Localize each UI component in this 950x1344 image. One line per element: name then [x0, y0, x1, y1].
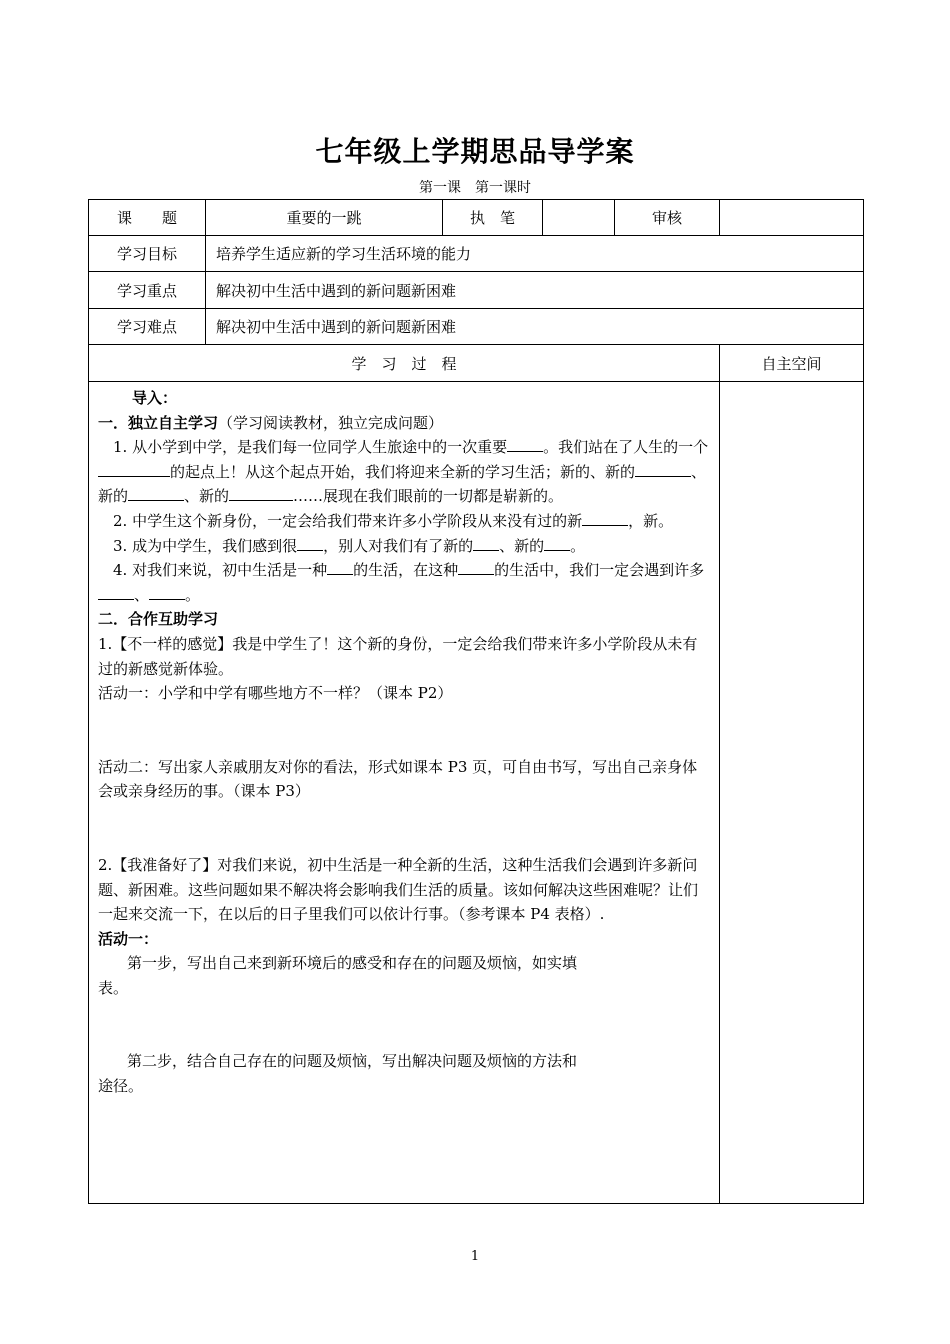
process-header: 学 习 过 程 [89, 345, 720, 382]
step-2-text: 第二步，结合自己存在的问题及烦恼，写出解决问题及烦恼的方法和 [127, 1052, 578, 1071]
author-value [543, 200, 615, 236]
difficulty-label: 学习难点 [89, 309, 206, 345]
question-4: 4. 对我们来说，初中生活是一种 的生活，在这种 的生活中，我们一定会遇到许多、 。 [98, 558, 711, 607]
page-subtitle: 第一课 第一课时 [419, 180, 531, 196]
intro-label: 导入： [132, 389, 178, 407]
review-label: 审核 [615, 200, 720, 236]
page-number: 1 [470, 1249, 480, 1264]
process-content [89, 382, 720, 1204]
goal-label: 学习目标 [89, 236, 206, 272]
part-2-text: 2.【我准备好了】对我们来说，初中生活是一种全新的生活，这种生活我们会遇到许多新问题、新困难。这些问题如果不解决将会影响我们生活的质量。该如何解决这些困难呢？让们一起来交流一下，在以后的日子里我们可以依计行事。（参考课本 P4 表格）. [98, 855, 699, 924]
self-space-area[interactable] [720, 382, 864, 1204]
step-1-continued: 表。 [98, 978, 129, 997]
focus-value: 解决初中生活中遇到的新问题新困难 [206, 272, 864, 309]
question-3: 3. 成为中学生，我们感到很 ，别人对我们有了新的 、新的 。 [113, 536, 586, 555]
part-1-text: 1.【不一样的感觉】我是中学生了！这个新的身份，一定会给我们带来许多小学阶段从未有过的新感觉新体验。 [98, 634, 698, 678]
section-two-title: 二．合作互助学习 [98, 610, 219, 629]
section-one-note: （学习阅读教材，独立完成问题） [218, 413, 444, 432]
goal-value: 培养学生适应新的学习生活环境的能力 [206, 236, 864, 272]
lesson-plan-table [88, 199, 864, 1204]
review-value [720, 200, 864, 236]
difficulty-value: 解决初中生活中遇到的新问题新困难 [206, 309, 864, 345]
self-space-header: 自主空间 [720, 345, 864, 382]
step-1-text: 第一步，写出自己来到新环境后的感受和存在的问题及烦恼，如实填 [127, 954, 578, 973]
topic-label: 课 题 [89, 200, 206, 236]
question-2: 2. 中学生这个新身份，一定会给我们带来许多小学阶段从来没有过的新 ，新。 [113, 511, 674, 530]
activity-1-text: 活动一：小学和中学有哪些地方不一样？（课本 P2） [98, 684, 453, 703]
question-1: 1. 从小学到中学，是我们每一位同学人生旅途中的一次重要 。我们站在了人生的一个的起点上！从这个起点开始，我们将迎来全新的学习生活；新的、新的 、新的 、新的 ……展现在我们眼前的一切都是崭新的。 [98, 438, 709, 506]
topic-value: 重要的一跳 [206, 200, 443, 236]
section-one-title: 一．独立自主学习 [98, 413, 219, 432]
step-2-continued: 途径。 [98, 1077, 144, 1096]
focus-label: 学习重点 [89, 272, 206, 309]
activity-one-label: 活动一： [98, 929, 159, 948]
page-title: 七年级上学期思品导学案 [315, 135, 635, 168]
author-label: 执 笔 [443, 200, 543, 236]
activity-2-text: 活动二：写出家人亲戚朋友对你的看法，形式如课本 P3 页，可自由书写，写出自己亲身体会或亲身经历的事。（课本 P3） [98, 757, 698, 801]
